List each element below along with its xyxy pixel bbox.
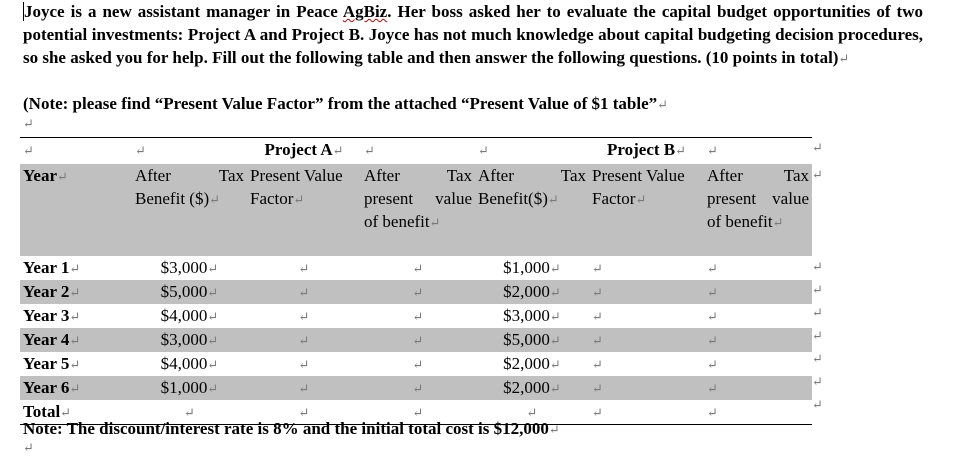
return-mark: ↵ xyxy=(548,422,560,437)
cell-mark: ↵ xyxy=(332,143,344,158)
cell-mark: ↵ xyxy=(549,284,561,300)
total-label: Total xyxy=(23,401,61,421)
a-pv-benefit-cell[interactable] xyxy=(361,328,475,352)
row-end-mark: ↵ xyxy=(812,397,823,412)
a-benefit-cell: $3,000 xyxy=(160,257,208,277)
cell-mark: ↵ xyxy=(592,284,603,300)
b-pv-factor-cell[interactable] xyxy=(589,256,704,280)
a-benefit-cell: $5,000 xyxy=(160,281,208,301)
row-end-mark: ↵ xyxy=(812,259,823,274)
cell-mark: ↵ xyxy=(207,380,219,396)
b-pv-factor-cell[interactable] xyxy=(589,352,704,376)
row-end-mark: ↵ xyxy=(812,167,823,182)
a-pv-benefit-cell[interactable] xyxy=(361,280,475,304)
cell-mark: ↵ xyxy=(412,404,424,420)
cell-mark: ↵ xyxy=(69,284,81,300)
cell-mark: ↵ xyxy=(549,380,561,396)
cell-mark: ↵ xyxy=(412,380,424,396)
discount-rate-note-text: Note: The discount/interest rate is 8% and the initial total cost is $12,000 xyxy=(23,419,549,438)
b-benefit-header: After Tax Benefit($) xyxy=(478,165,586,208)
cell-mark: ↵ xyxy=(526,404,538,420)
table-row xyxy=(20,376,812,400)
cell-mark: ↵ xyxy=(69,380,81,396)
cell-mark: ↵ xyxy=(549,332,561,348)
cell-mark: ↵ xyxy=(549,356,561,372)
b-pv-factor-cell[interactable] xyxy=(589,376,704,400)
cell-mark: ↵ xyxy=(707,404,718,420)
b-pv-factor-header: Present Value Factor xyxy=(592,165,685,208)
b-pv-benefit-cell[interactable] xyxy=(704,376,812,400)
cell-mark: ↵ xyxy=(184,404,195,420)
blank-paragraph-mark: ↵ xyxy=(23,116,34,131)
cell-mark: ↵ xyxy=(707,284,718,300)
cell-mark: ↵ xyxy=(298,404,310,420)
cell-mark: ↵ xyxy=(547,191,559,207)
year-header: Year xyxy=(23,165,57,185)
blank-paragraph-mark: ↵ xyxy=(23,440,34,455)
cell-mark: ↵ xyxy=(635,191,647,207)
cell-mark: ↵ xyxy=(592,356,603,372)
cell-mark: ↵ xyxy=(298,332,310,348)
header-row xyxy=(20,164,812,256)
capital-budget-table xyxy=(20,137,812,425)
b-pv-benefit-header: After Tax present value of benefit xyxy=(707,165,809,231)
a-pv-benefit-header: After Tax present value of benefit xyxy=(364,165,472,231)
cell-mark: ↵ xyxy=(69,332,81,348)
b-pv-benefit-cell[interactable] xyxy=(704,304,812,328)
row-end-mark: ↵ xyxy=(812,351,823,366)
cell-mark: ↵ xyxy=(707,380,718,396)
cell-mark: ↵ xyxy=(412,332,424,348)
cell-mark: ↵ xyxy=(298,284,310,300)
b-pv-factor-cell[interactable] xyxy=(589,328,704,352)
project-title-row xyxy=(20,138,812,164)
b-pv-benefit-cell[interactable] xyxy=(704,280,812,304)
table-row xyxy=(20,280,812,304)
cell-mark: ↵ xyxy=(298,380,310,396)
cell-mark: ↵ xyxy=(478,143,489,158)
year-cell: Year 5 xyxy=(23,353,70,373)
a-benefit-cell: $4,000 xyxy=(160,305,208,325)
b-benefit-cell: $3,000 xyxy=(503,305,550,325)
a-pv-factor-cell[interactable] xyxy=(247,376,361,400)
a-pv-factor-cell[interactable] xyxy=(247,256,361,280)
year-cell: Year 6 xyxy=(23,377,70,397)
cell-mark: ↵ xyxy=(707,308,718,324)
a-pv-factor-cell[interactable] xyxy=(247,280,361,304)
cell-mark: ↵ xyxy=(207,356,219,372)
cell-mark: ↵ xyxy=(207,260,219,276)
table-row xyxy=(20,328,812,352)
a-pv-factor-cell[interactable] xyxy=(247,352,361,376)
cell-mark: ↵ xyxy=(412,284,424,300)
cell-mark: ↵ xyxy=(592,404,603,420)
cell-mark: ↵ xyxy=(364,143,375,158)
cell-mark: ↵ xyxy=(707,143,718,158)
cell-mark: ↵ xyxy=(412,356,424,372)
cell-mark: ↵ xyxy=(772,214,784,230)
b-pv-benefit-cell[interactable] xyxy=(704,256,812,280)
b-pv-benefit-cell[interactable] xyxy=(704,352,812,376)
return-mark: ↵ xyxy=(838,51,850,66)
b-benefit-cell: $2,000 xyxy=(503,281,550,301)
table-row xyxy=(20,304,812,328)
year-cell: Year 2 xyxy=(23,281,70,301)
year-cell: Year 1 xyxy=(23,257,70,277)
return-mark: ↵ xyxy=(657,97,669,112)
b-pv-benefit-total-cell[interactable] xyxy=(704,400,812,425)
row-end-mark: ↵ xyxy=(812,140,823,155)
a-pv-benefit-cell[interactable] xyxy=(361,376,475,400)
b-pv-factor-total-cell[interactable] xyxy=(589,400,704,425)
cell-mark: ↵ xyxy=(298,308,310,324)
cell-mark: ↵ xyxy=(592,332,603,348)
pv-table-note-text: (Note: please find “Present Value Factor” from the attached “Present Value of $1 table” xyxy=(23,94,658,113)
a-benefit-cell: $1,000 xyxy=(160,377,208,397)
b-pv-factor-cell[interactable] xyxy=(589,280,704,304)
cell-mark: ↵ xyxy=(412,260,424,276)
cell-mark: ↵ xyxy=(207,332,219,348)
b-benefit-cell: $2,000 xyxy=(503,377,550,397)
b-pv-factor-cell[interactable] xyxy=(589,304,704,328)
cell-mark: ↵ xyxy=(707,260,718,276)
cell-mark: ↵ xyxy=(207,308,219,324)
cell-mark: ↵ xyxy=(69,308,81,324)
table-row xyxy=(20,352,812,376)
b-benefit-cell: $5,000 xyxy=(503,329,550,349)
a-pv-factor-cell[interactable] xyxy=(247,304,361,328)
cell-mark: ↵ xyxy=(60,404,72,420)
a-pv-benefit-cell[interactable] xyxy=(361,352,475,376)
discount-rate-note xyxy=(23,419,560,439)
cell-mark: ↵ xyxy=(592,260,603,276)
year-cell: Year 4 xyxy=(23,329,70,349)
project-a-title: Project A xyxy=(264,140,333,159)
project-b-title: Project B xyxy=(606,140,676,159)
cell-mark: ↵ xyxy=(298,356,310,372)
cell-mark: ↵ xyxy=(549,260,561,276)
cell-mark: ↵ xyxy=(429,214,441,230)
cell-mark: ↵ xyxy=(69,260,81,276)
a-pv-benefit-cell[interactable] xyxy=(361,256,475,280)
cell-mark: ↵ xyxy=(707,332,718,348)
row-end-mark: ↵ xyxy=(812,305,823,320)
cell-mark: ↵ xyxy=(675,143,687,158)
row-end-mark: ↵ xyxy=(812,374,823,389)
cell-mark: ↵ xyxy=(56,168,68,184)
cell-mark: ↵ xyxy=(293,191,305,207)
a-pv-factor-cell[interactable] xyxy=(247,328,361,352)
row-end-mark: ↵ xyxy=(812,328,823,343)
cell-mark: ↵ xyxy=(592,380,603,396)
a-benefit-header: After Tax Benefit ($) xyxy=(135,165,244,208)
year-cell: Year 3 xyxy=(23,305,70,325)
cell-mark: ↵ xyxy=(592,308,603,324)
a-benefit-cell: $3,000 xyxy=(160,329,208,349)
row-end-mark: ↵ xyxy=(812,282,823,297)
pv-table-note xyxy=(23,92,668,116)
cell-mark: ↵ xyxy=(412,308,424,324)
cell-mark: ↵ xyxy=(209,191,221,207)
cell-mark: ↵ xyxy=(707,356,718,372)
cell-mark: ↵ xyxy=(23,143,34,158)
cell-mark: ↵ xyxy=(135,143,146,158)
table-row xyxy=(20,256,812,280)
cell-mark: ↵ xyxy=(298,260,310,276)
b-pv-benefit-cell[interactable] xyxy=(704,328,812,352)
a-pv-factor-header: Present Value Factor xyxy=(250,165,343,208)
a-benefit-cell: $4,000 xyxy=(160,353,208,373)
cell-mark: ↵ xyxy=(69,356,81,372)
problem-statement xyxy=(23,0,923,70)
cell-mark: ↵ xyxy=(207,284,219,300)
company-name: AgBiz xyxy=(342,2,388,21)
intro-text-part2: . Her boss asked her to evaluate the capital budget opportunities of two potential investments: Project A and Project B. Joyce has not much knowledge about capital budgeting decision procedures, so she asked you for help. Fill out the following table and then answer the following questions. (10 points in total) xyxy=(23,2,923,67)
b-benefit-cell: $1,000 xyxy=(503,257,550,277)
cell-mark: ↵ xyxy=(549,308,561,324)
b-benefit-cell: $2,000 xyxy=(503,353,550,373)
a-pv-benefit-cell[interactable] xyxy=(361,304,475,328)
intro-text-part1: Joyce is a new assistant manager in Peace xyxy=(24,2,343,21)
